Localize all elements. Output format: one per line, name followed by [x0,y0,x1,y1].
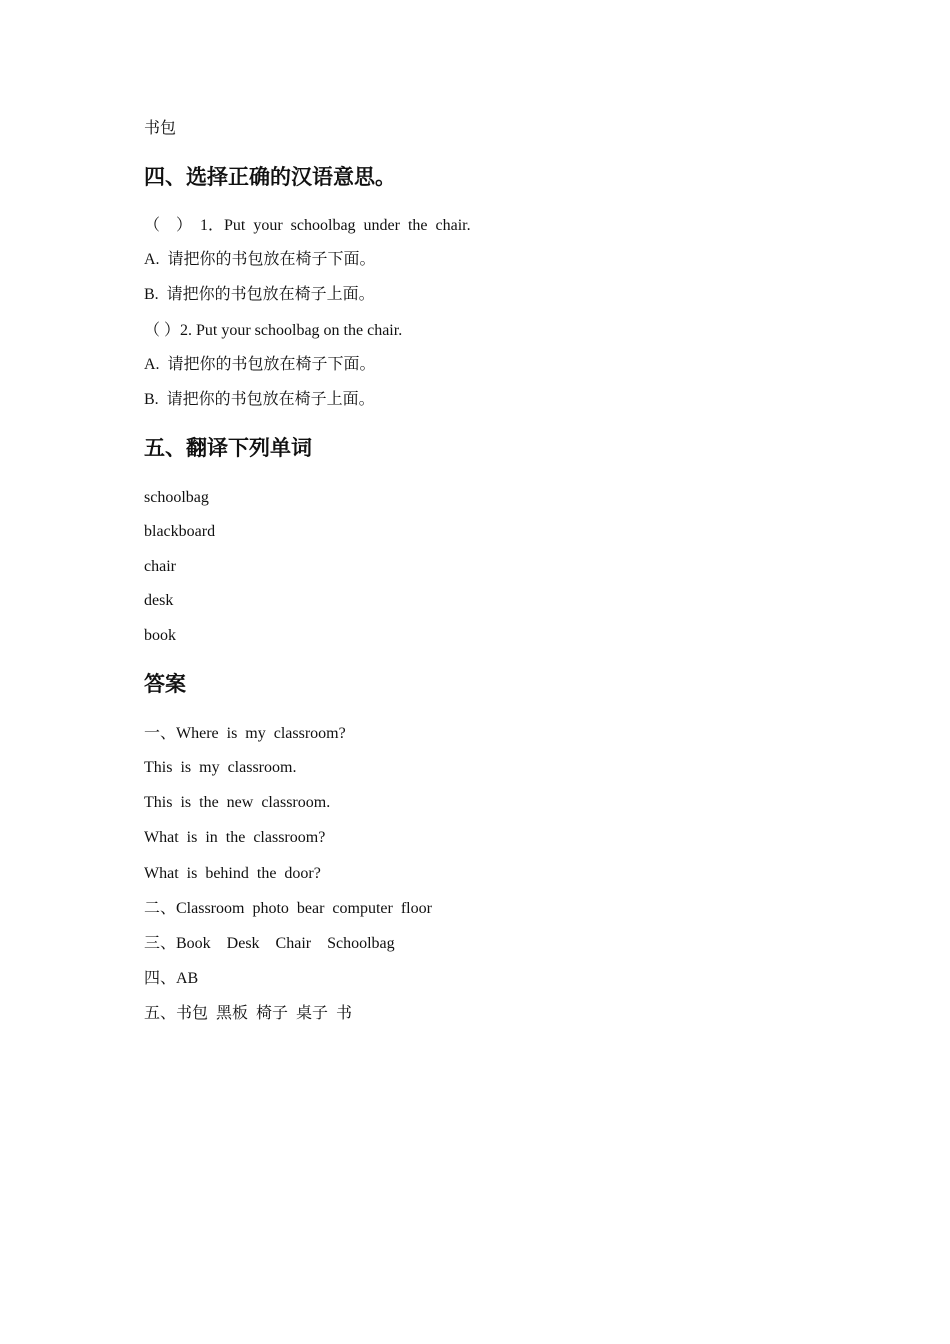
section-4-heading: 四、选择正确的汉语意思。 [144,165,396,189]
question-2-option-b: B. 请把你的书包放在椅子上面。 [144,391,375,408]
answers-heading: 答案 [144,672,186,696]
answer-line: 三、Book Desk Chair Schoolbag [144,935,395,952]
word-item: blackboard [144,523,216,540]
word-item: desk [144,592,174,609]
answer-line: What is behind the door? [144,865,321,882]
answer-line: This is the new classroom. [144,794,331,811]
question-2: （ ）2. Put your schoolbag on the chair. [144,322,403,339]
top-word: 书包 [144,120,177,137]
word-item: chair [144,558,176,575]
answer-line: 四、AB [144,970,199,987]
word-item: book [144,627,176,644]
question-1-option-a: A. 请把你的书包放在椅子下面。 [144,251,376,268]
answer-line: 五、书包 黑板 椅子 桌子 书 [144,1005,353,1022]
answer-line: This is my classroom. [144,759,297,776]
question-1: （ ） 1．Put your schoolbag under the chair. [144,217,471,234]
question-1-option-b: B. 请把你的书包放在椅子上面。 [144,286,375,303]
answer-line: What is in the classroom? [144,829,326,846]
answer-line: 二、Classroom photo bear computer floor [144,900,432,917]
answer-line: 一、Where is my classroom? [144,725,346,742]
word-item: schoolbag [144,489,209,506]
question-2-option-a: A. 请把你的书包放在椅子下面。 [144,356,376,373]
section-5-heading: 五、翻译下列单词 [144,436,312,460]
